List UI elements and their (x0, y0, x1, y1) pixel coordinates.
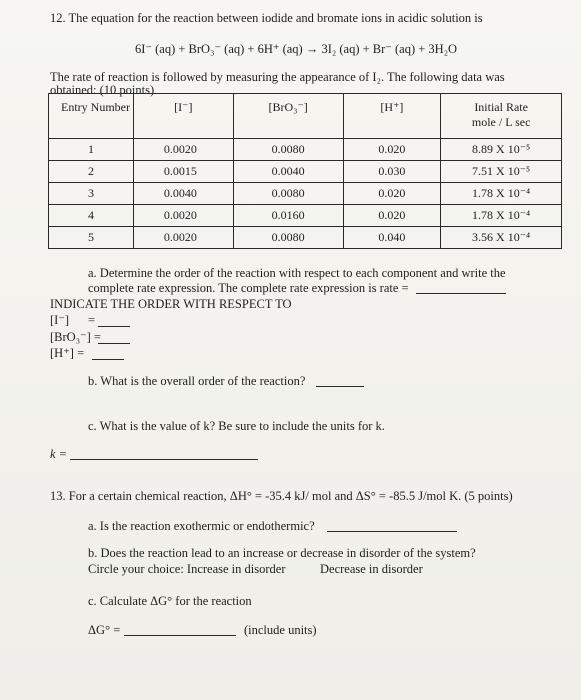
col-header-iodide: [I⁻] (133, 94, 233, 139)
entry-number: 4 (49, 205, 134, 227)
q12-obtained: obtained: (10 points) (50, 83, 155, 97)
q12a-line2: complete rate expression. The complete rate expression is rate = (88, 281, 409, 295)
entry-number: 3 (49, 183, 134, 205)
q13a-text: a. Is the reaction exothermic or endothermic? (88, 519, 315, 533)
rate-expression-answer-line[interactable] (416, 293, 506, 294)
iodide-value: 0.0020 (133, 227, 233, 249)
delta-g-label: ΔG° = (88, 623, 121, 637)
table-row (49, 205, 562, 227)
table-header-row (49, 94, 562, 139)
order-hydrogen-answer-line[interactable] (92, 359, 124, 360)
initial-rate-value: 1.78 X 10⁻⁴ (441, 205, 562, 227)
order-iodide-answer-line[interactable] (98, 326, 130, 327)
iodide-value: 0.0040 (133, 183, 233, 205)
hydrogen-value: 0.020 (343, 139, 441, 161)
overall-order-answer-line[interactable] (316, 386, 364, 387)
q12c-text: c. What is the value of k? Be sure to include the units for k. (88, 419, 385, 433)
bromate-value: 0.0040 (233, 161, 343, 183)
col-header-hydrogen: [H⁺] (343, 94, 441, 139)
q12a-line1: a. Determine the order of the reaction with respect to each component and write the (88, 266, 506, 280)
q12-rate-text: The rate of reaction is followed by measuring the appearance of I₂. The following data was (50, 70, 505, 84)
initial-rate-value: 7.51 X 10⁻⁵ (441, 161, 562, 183)
k-label: k = (50, 447, 68, 461)
q13b-line1: b. Does the reaction lead to an increase or decrease in disorder of the system? (88, 546, 476, 560)
rate-data-table (48, 93, 562, 249)
iodide-value: 0.0020 (133, 139, 233, 161)
q12-equation: 6I⁻ (aq) + BrO₃⁻ (aq) + 6H⁺ (aq) → 3I₂ (aq) + Br⁻ (aq) + 3H₂O (135, 42, 458, 56)
order-bromate-label: [BrO₃⁻] = (50, 330, 101, 344)
col-header-bromate: [BrO₃⁻] (233, 94, 343, 139)
hydrogen-value: 0.020 (343, 183, 441, 205)
initial-rate-value: 3.56 X 10⁻⁴ (441, 227, 562, 249)
choice-decrease-disorder[interactable]: Decrease in disorder (320, 562, 423, 576)
bromate-value: 0.0080 (233, 227, 343, 249)
order-hydrogen-label: [H⁺] = (50, 346, 85, 360)
entry-number: 5 (49, 227, 134, 249)
initial-rate-units: mole / L sec (471, 115, 531, 129)
hydrogen-value: 0.020 (343, 205, 441, 227)
table-row (49, 139, 562, 161)
order-bromate-answer-line[interactable] (98, 343, 130, 344)
iodide-value: 0.0015 (133, 161, 233, 183)
initial-rate-label: Initial Rate (474, 100, 528, 114)
q13c-text: c. Calculate ΔG° for the reaction (88, 594, 252, 608)
bromate-value: 0.0080 (233, 139, 343, 161)
table-row (49, 183, 562, 205)
iodide-value: 0.0020 (133, 205, 233, 227)
q12-intro: 12. The equation for the reaction between iodide and bromate ions in acidic solution is (50, 11, 483, 25)
table-row (49, 227, 562, 249)
col-header-entry: Entry Number (49, 94, 134, 139)
bromate-value: 0.0160 (233, 205, 343, 227)
order-iodide-equals: = (88, 313, 96, 327)
indicate-order-heading: INDICATE THE ORDER WITH RESPECT TO (50, 297, 292, 311)
col-header-initial-rate (441, 94, 562, 139)
k-answer-line[interactable] (70, 459, 258, 460)
initial-rate-value: 8.89 X 10⁻⁵ (441, 139, 562, 161)
hydrogen-value: 0.040 (343, 227, 441, 249)
table-row (49, 161, 562, 183)
include-units-note: (include units) (244, 623, 317, 637)
q12b-text: b. What is the overall order of the reaction? (88, 374, 306, 388)
q13-intro: 13. For a certain chemical reaction, ΔH° = -35.4 kJ/ mol and ΔS° = -85.5 J/mol K. (5 points) (50, 489, 513, 503)
exo-endo-answer-line[interactable] (327, 531, 457, 532)
entry-number: 2 (49, 161, 134, 183)
q13b-choice-prompt: Circle your choice: Increase in disorder (88, 562, 286, 576)
order-iodide-label: [I⁻] (50, 313, 70, 327)
bromate-value: 0.0080 (233, 183, 343, 205)
hydrogen-value: 0.030 (343, 161, 441, 183)
entry-number: 1 (49, 139, 134, 161)
initial-rate-value: 1.78 X 10⁻⁴ (441, 183, 562, 205)
delta-g-answer-line[interactable] (124, 635, 236, 636)
